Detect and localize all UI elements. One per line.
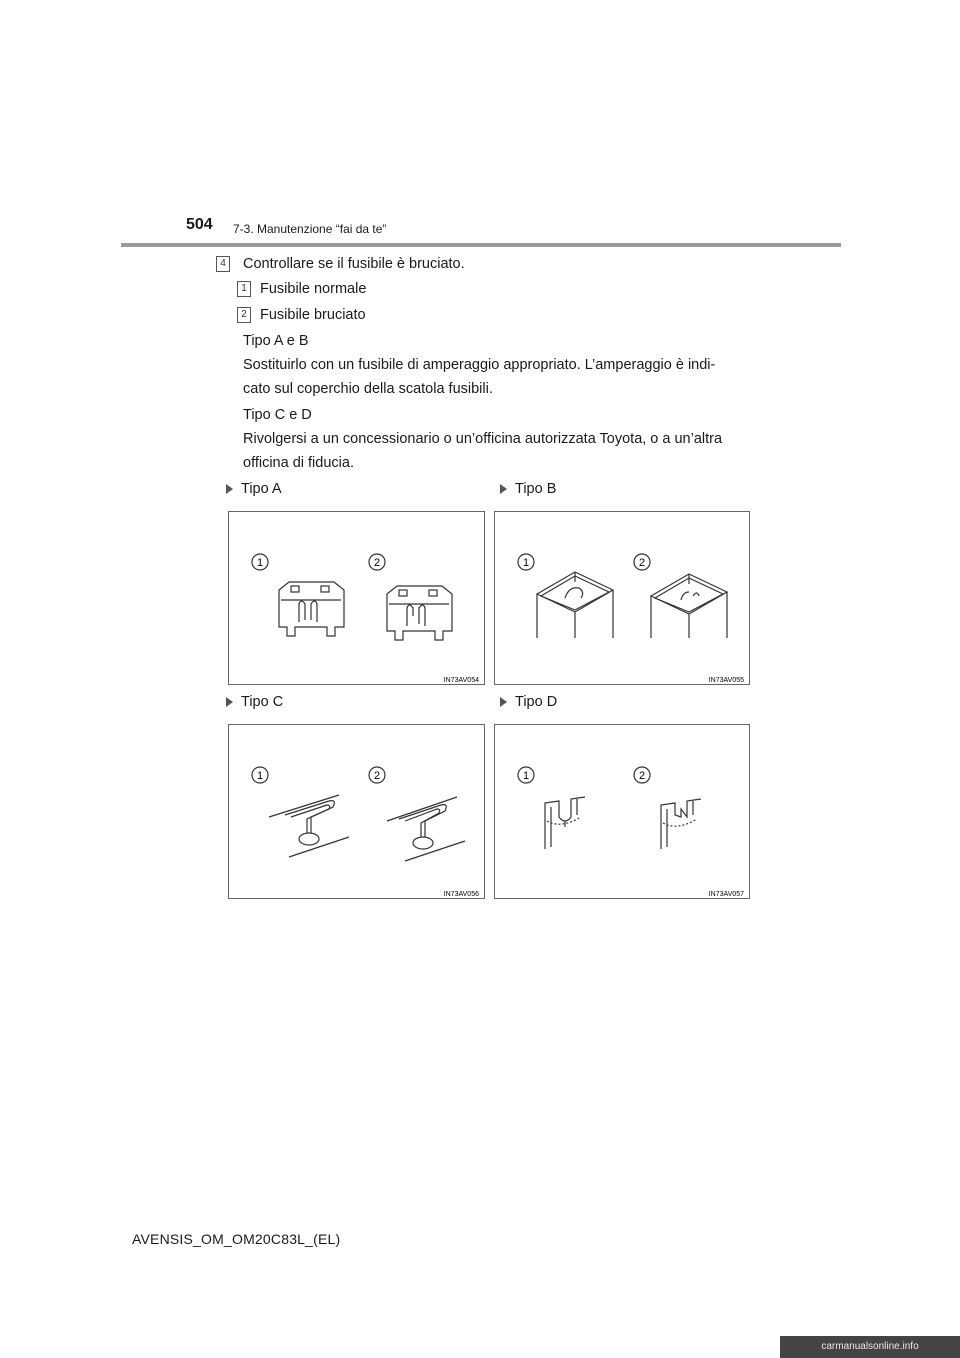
figure-label-a: Tipo A bbox=[226, 481, 282, 497]
item-badge-2: 2 bbox=[237, 307, 251, 323]
figure-panel-a bbox=[228, 511, 485, 685]
page-number: 504 bbox=[186, 216, 213, 233]
type-ab-title: Tipo A e B bbox=[243, 333, 309, 349]
section-title: 7-3. Manutenzione “fai da te” bbox=[233, 222, 387, 236]
type-ab-text-1: Sostituirlo con un fusibile di amperaggio appropriato. L’amperaggio è indi- bbox=[243, 357, 716, 373]
callout-1: 1 bbox=[256, 770, 264, 782]
callout-1: 1 bbox=[522, 557, 530, 569]
fuse-a-illustration bbox=[229, 512, 486, 686]
fuse-d-illustration bbox=[495, 725, 751, 900]
type-cd-text-2: officina di fiducia. bbox=[243, 455, 354, 471]
callout-2: 2 bbox=[373, 557, 381, 569]
type-cd-text-1: Rivolgersi a un concessionario o un’officina autorizzata Toyota, o a un’altra bbox=[243, 431, 723, 447]
step-text: Controllare se il fusibile è bruciato. bbox=[243, 256, 465, 272]
figure-panel-c bbox=[228, 724, 485, 899]
arrow-right-icon bbox=[226, 697, 233, 707]
item-label-normal: Fusibile normale bbox=[260, 281, 367, 297]
step-number-badge: 4 bbox=[216, 256, 230, 272]
arrow-right-icon bbox=[500, 484, 507, 494]
figure-panel-d bbox=[494, 724, 750, 899]
figure-panel-b bbox=[494, 511, 750, 685]
fuse-c-illustration bbox=[229, 725, 486, 900]
figure-code: IN73AV057 bbox=[708, 891, 744, 898]
callout-1: 1 bbox=[256, 557, 264, 569]
document-id: AVENSIS_OM_OM20C83L_(EL) bbox=[132, 1231, 341, 1247]
figure-code: IN73AV054 bbox=[443, 677, 479, 684]
item-label-blown: Fusibile bruciato bbox=[260, 307, 366, 323]
figure-code: IN73AV055 bbox=[708, 677, 744, 684]
arrow-right-icon bbox=[226, 484, 233, 494]
fuse-b-illustration bbox=[495, 512, 751, 686]
item-badge-1: 1 bbox=[237, 281, 251, 297]
figure-code: IN73AV056 bbox=[443, 891, 479, 898]
callout-1: 1 bbox=[522, 770, 530, 782]
figure-label-b: Tipo B bbox=[500, 481, 556, 497]
type-cd-title: Tipo C e D bbox=[243, 407, 312, 423]
watermark: carmanualsonline.info bbox=[780, 1336, 960, 1358]
figure-label-c: Tipo C bbox=[226, 694, 283, 710]
callout-2: 2 bbox=[638, 770, 646, 782]
type-ab-text-2: cato sul coperchio della scatola fusibili. bbox=[243, 381, 493, 397]
callout-2: 2 bbox=[373, 770, 381, 782]
arrow-right-icon bbox=[500, 697, 507, 707]
callout-2: 2 bbox=[638, 557, 646, 569]
figure-label-d: Tipo D bbox=[500, 694, 557, 710]
header-rule bbox=[121, 243, 841, 247]
